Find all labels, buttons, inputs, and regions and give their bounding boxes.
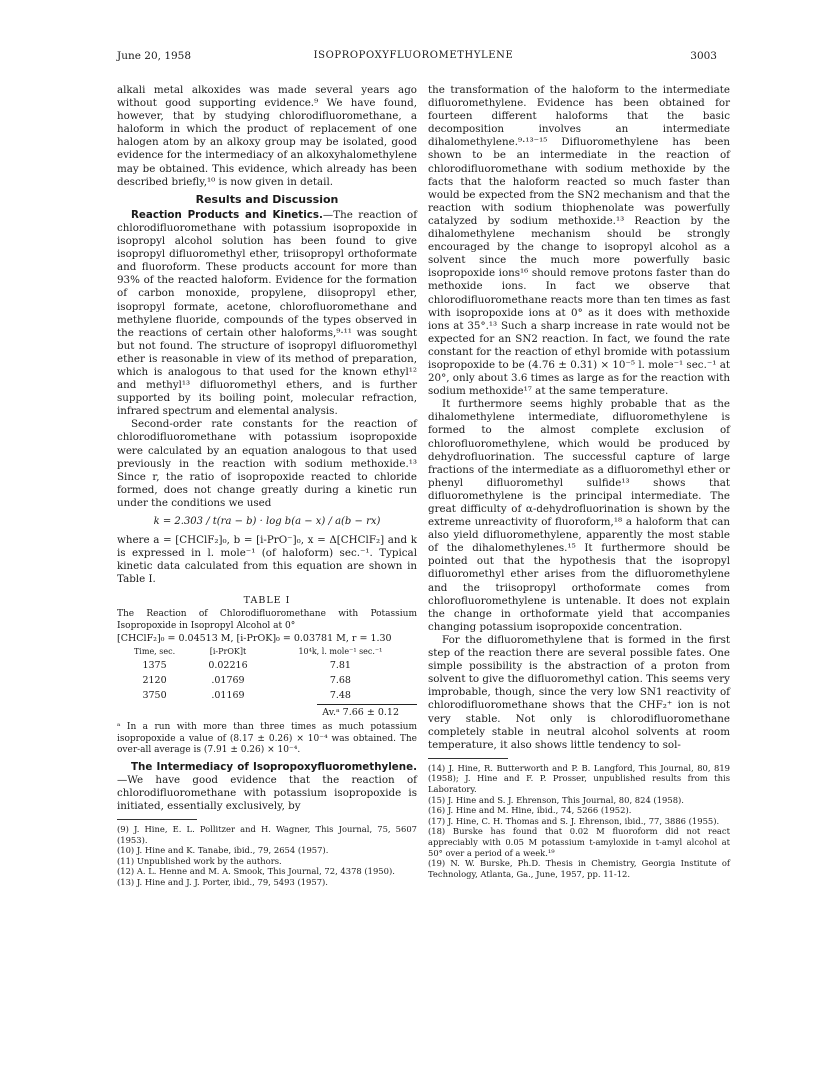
table-label: TABLE I (243, 595, 291, 607)
table-row (117, 658, 417, 673)
table-cell: .01769 (211, 674, 245, 686)
table-conditions: [CHClF₂]₀ = 0.04513 M, [i-PrOK]₀ = 0.03781 M, r = 1.30 (117, 632, 392, 644)
paragraph-fates: For the difluoromethylene that is formed in the first step of the reaction there are several possible fates. One simple possibility is the abstraction of a proton from solvent to give the difluoromethyl cation. This seems very improbable, though, since the very low SN1 reactivity of chlorodifluoromethane shows that the CHF₂⁺ ion is not very stable. Not only is chlorodifluoromethane completely stable in neutral alcohol solvents at room temperature, it also shows little tendency to sol- (428, 633, 730, 751)
footnote: (19) N. W. Burske, Ph.D. Thesis in Chemistry, Georgia Institute of Technology, Atlanta, Ga., June, 1957, pp. 11-12. (428, 858, 730, 879)
table-cell: 7.81 (329, 659, 351, 671)
table-row (117, 688, 417, 703)
paragraph-rate-constants: Second-order rate constants for the reaction of chlorodifluoromethane with potassium isopropoxide were calculated by an equation analogous to that used previously in the reaction with sodium methoxide.¹³ Since r, the ratio of isopropoxide reacted to chloride formed, does not change greatly during a kinetic run under the conditions we used (117, 418, 417, 509)
table-column-header: Time, sec. (133, 646, 176, 656)
table-row (117, 673, 417, 688)
footnote: (16) J. Hine and M. Hine, ibid., 74, 5266 (1952). (428, 805, 632, 816)
table-cell: 3750 (142, 689, 167, 701)
table-cell: 1375 (142, 659, 167, 671)
left-column (117, 84, 417, 888)
footnote: (14) J. Hine, R. Butterworth and P. B. Langford, This Journal, 80, 819 (1958); J. Hine and F. P. Prosser, unpublished results from this Laboratory. (428, 762, 730, 794)
running-header-date: June 20, 1958 (117, 50, 192, 62)
page-number: 3003 (690, 50, 717, 62)
footnote: (13) J. Hine and J. J. Porter, ibid., 79, 5493 (1957). (117, 876, 328, 887)
table-average: Av.ᵃ 7.66 ± 0.12 (322, 707, 399, 719)
paragraph-intermediacy-text: —We have good evidence that the reaction of chlorodifluoromethane with potassium isopropoxide is initiated, essentially exclusively, by (117, 773, 417, 812)
run-in-heading-intermediacy: The Intermediacy of Isopropoxyfluoromethylene. (131, 760, 417, 773)
paragraph-reaction-products (117, 209, 417, 419)
paragraph-transformation: the transformation of the haloform to the intermediate difluoromethylene. Evidence has been obtained for fourteen different haloforms that the basic decomposition involves an intermediate dihalomethylene.⁹·¹³⁻¹⁵ Difluoromethylene has been shown to be an intermediate in the reaction of chlorodifluoromethane with sodium methoxide by the facts that the haloform reacted so much faster than would be expected from the SN2 mechanism and that the reaction with sodium thiophenolate was powerfully catalyzed by sodium methoxide.¹³ Reaction by the dihalomethylene mechanism should be strongly encouraged by the change to isopropyl alcohol as a solvent since the much more powerfully basic isopropoxide ions¹⁶ should remove protons faster than do methoxide ions. In fact we observe that chlorodifluoromethane reacts more than ten times as fast with isopropoxide ions at 0° as it does with methoxide ions at 35°.¹³ Such a sharp increase in rate would not be expected for an SN2 reaction. In fact, we found the rate constant for the reaction of ethyl bromide with potassium isopropoxide to be (4.76 ± 0.31) × 10⁻⁵ l. mole⁻¹ sec.⁻¹ at 20°, only about 3.6 times as large as for the reaction with sodium methoxide¹⁷ at the same temperature. (428, 84, 730, 398)
footnote: (18) Burske has found that 0.02 M fluoroform did not react appreciably with 0.05 M potassium t-amyloxide in t-amyl alcohol at 50° over a period of a week.¹⁹ (428, 826, 730, 858)
kinetic-data-table (117, 645, 417, 703)
footnote-rule (117, 819, 197, 820)
paragraph-intermediacy (117, 761, 417, 813)
table-average-rule (317, 704, 417, 705)
paragraph-reaction-products-text: —The reaction of chlorodifluoromethane with potassium isopropoxide in isopropyl alcohol solution has been found to give isopropyl difluoromethyl ether, triisopropyl orthoformate and fluoroform. These products account for more than 93% of the reacted haloform. Evidence for the formation of carbon monoxide, propylene, diisopropyl ether, isopropyl formate, acetone, chlorofluoromethane and methylene fluoride, compounds of the types observed in the reactions of certain other haloforms,⁹·¹¹ was sought but not found. The structure of isopropyl difluoromethyl ether is reasonable in view of its method of preparation, which is analogous to that used for the known ethyl¹² and methyl¹³ difluoromethyl ethers, and is further supported by its boiling point, molecular refraction, infrared spectrum and elemental analysis. (117, 208, 417, 418)
footnote-rule (428, 758, 508, 759)
right-column (428, 84, 730, 879)
table-cell: 7.68 (329, 674, 351, 686)
paragraph-equation-definitions: where a = [CHClF₂]₀, b = [i-PrO⁻]₀, x = Δ[CHClF₂] and k is expressed in l. mole⁻¹ (of haloform) sec.⁻¹. Typical kinetic data calculated from this equation are shown in Table I. (117, 534, 417, 586)
section-heading: Results and Discussion (195, 192, 339, 206)
footnote: (10) J. Hine and K. Tanabe, ibid., 79, 2654 (1957). (117, 845, 329, 856)
table-cell: 2120 (142, 674, 167, 686)
table-footnote: ᵃ In a run with more than three times as much potassium isopropoxide a value of (8.17 ± 0.26) × 10⁻⁴ was obtained. The over-all average is (7.91 ± 0.26) × 10⁻⁴. (117, 722, 417, 756)
footnote: (15) J. Hine and S. J. Ehrenson, This Journal, 80, 824 (1958). (428, 794, 684, 805)
footnote: (17) J. Hine, C. H. Thomas and S. J. Ehrenson, ibid., 77, 3886 (1955). (428, 815, 720, 826)
run-in-heading-reaction-products: Reaction Products and Kinetics. (131, 208, 323, 221)
paragraph-intro-continued: alkali metal alkoxides was made several years ago without good supporting evidence.⁹ We have found, however, that by studying chlorodifluoromethane, a haloform in which the product of replacement of one halogen atom by an alkoxy group may be isolated, good evidence for the intermediacy of an alkoxyhalomethylene may be obtained. This evidence, which already has been described briefly,¹⁰ is now given in detail. (117, 84, 417, 188)
table-cell: 7.48 (329, 689, 351, 701)
table-1 (117, 594, 417, 756)
table-column-header: [i-PrOK]t (209, 646, 247, 656)
paragraph-dihalomethylene: It furthermore seems highly probable that as the dihalomethylene intermediate, difluoromethylene is formed to the almost complete exclusion of chlorofluoromethylene, which would be produced by dehydrofluorination. The successful capture of large fractions of the intermediate as a difluoromethyl ether or phenyl difluoromethyl sulfide¹³ shows that difluoromethylene is the principal intermediate. The great difficulty of α-dehydrofluorination is shown by the extreme unreactivity of fluoroform,¹⁸ a haloform that can also yield difluoromethylene, apparently the most stable of the dihalomethylenes.¹⁵ It furthermore should be pointed out that the hypothesis that the isopropyl difluoromethyl ether arises from the difluoromethylene and the triisopropyl orthoformate comes from chlorofluoromethylene is untenable. It does not explain the change in orthoformate yield that accompanies changing potassium isopropoxide concentration. (428, 398, 730, 633)
table-column-header: 10⁴k, l. mole⁻¹ sec.⁻¹ (298, 646, 383, 656)
footnote: (9) J. Hine, E. L. Pollitzer and H. Wagner, This Journal, 75, 5607 (1953). (117, 824, 417, 845)
footnote: (12) A. L. Henne and M. A. Smook, This Journal, 72, 4378 (1950). (117, 866, 395, 877)
footnote: (11) Unpublished work by the authors. (117, 855, 282, 866)
table-caption: The Reaction of Chlorodifluoromethane with Potassium Isopropoxide in Isopropyl Alcohol at 0° (117, 608, 417, 631)
table-cell: .01169 (211, 689, 245, 701)
table-cell: 0.02216 (208, 659, 248, 671)
running-header-title: ISOPROPOXYFLUOROMETHYLENE (313, 50, 514, 61)
rate-equation: k = 2.303 / t(ra − b) · log b(a − x) / a(b − rx) (153, 516, 381, 527)
